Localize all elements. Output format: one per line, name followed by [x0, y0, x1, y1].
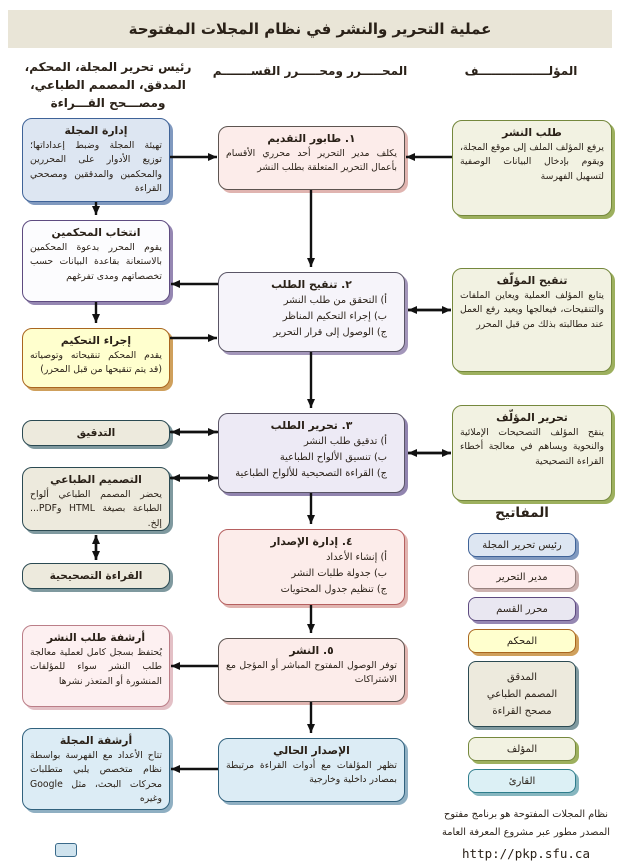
reviewer-selection-box	[22, 220, 170, 302]
box-title: ١. طابور التقديم	[267, 132, 356, 145]
legend-editor-chief	[468, 533, 576, 557]
pkp-url-link[interactable]: http://pkp.sfu.ca	[462, 846, 590, 861]
legend-author	[468, 737, 576, 761]
box-body: تظهر المؤلفات مع أدوات القراءة مرتبطة بمصادر داخلية وخارجية	[226, 760, 397, 786]
author-editing-box	[452, 405, 612, 501]
legend-label: المصمم الطباعي	[486, 688, 558, 700]
box-body: يقوم المحرر بدعوة المحكمين بالاستعانة بقاعدة البيانات حسب تخصصاتهم ومدى تفرغهم	[30, 242, 162, 282]
box-body: يحضر المصمم الطباعي ألواح الطباعة بصيغة HTML وPDF... إلخ.	[30, 489, 163, 529]
step3-item-a: أ) تدقيق طلب النشر	[303, 436, 387, 447]
legend-label: القارئ	[508, 775, 536, 787]
current-issue-box	[218, 738, 405, 802]
legend-label: مدير التحرير	[496, 571, 548, 583]
footer	[440, 806, 612, 861]
box-title: تنقيح المؤلّف	[496, 274, 568, 287]
diagram-title-bar	[8, 10, 612, 48]
footer-line1: نظام المجلات المفتوحة هو برنامج مفتوح	[444, 809, 608, 820]
box-title: أرشفة المجلة	[59, 734, 133, 747]
box-body: يتابع المؤلف العملية ويعاين الملفات والتنقيحات، فيعالجها ويعيد رفع العمل عند مطالبته بذلك من قبل المحرر	[460, 290, 604, 330]
box-body: تهيئة المجلة وضبط إعداداتها؛ توزيع الأدوار على المحررين والمحكمين والمدققين ومصححي القراءة	[30, 140, 162, 195]
legend-label: مصحح القراءة	[492, 705, 552, 717]
box-title: طلب النشر	[502, 126, 562, 139]
box-body: تتاح الأعداد مع الفهرسة بواسطة نظام متخصص يلبي متطلبات محركات البحث، مثل Google وغيره	[30, 750, 162, 805]
step2-item-c: ج) الوصول إلى قرار التحرير	[273, 326, 387, 338]
box-body: يكلف مدير التحرير أحد محرري الأقسام بأعمال التحرير المتعلقة بطلب النشر	[226, 148, 397, 174]
box-label: القراءة التصحيحية	[49, 570, 143, 582]
box-body: توفر الوصول المفتوح المباشر أو المؤجل مع الاشتراكات	[226, 660, 397, 686]
checking-box	[22, 420, 170, 446]
step3-item-b: ب) تنسيق الألواح الطباعية	[279, 451, 387, 463]
archive-submission-box	[22, 625, 170, 707]
legend-section-editor	[468, 597, 576, 621]
footer-line2: المصدر مطور عبر مشروع المعرفة العامة	[442, 827, 610, 839]
legend-label: المدقق	[507, 671, 537, 683]
box-title: التصميم الطباعي	[50, 473, 142, 486]
step2-submission-review-box	[218, 272, 405, 352]
step4-issue-management-box	[218, 529, 405, 605]
corner-logo	[55, 843, 77, 857]
box-title: ٣. تحرير الطلب	[270, 419, 353, 432]
legend-label: رئيس تحرير المجلة	[482, 539, 562, 551]
box-title: إدارة المجلة	[64, 124, 128, 137]
box-title: ٥. النشر	[289, 644, 334, 657]
step2-item-b: ب) إجراء التحكيم المناظر	[282, 310, 387, 322]
box-title: إجراء التحكيم	[60, 334, 132, 347]
box-label: التدقيق	[76, 427, 116, 439]
step4-item-b: ب) جدولة طلبات النشر	[291, 567, 387, 579]
archive-journal-box	[22, 728, 170, 810]
legend-label: محرر القسم	[496, 603, 548, 615]
legend-proof-team	[468, 661, 576, 727]
box-body: يقدم المحكم تنقيحاته وتوصياته (قد يتم تنقيحها من قبل المحرر)	[30, 350, 162, 376]
step1-submission-queue-box	[218, 126, 405, 190]
legend-label: المحكم	[506, 635, 538, 647]
proofreading-box	[22, 563, 170, 589]
typesetting-box	[22, 467, 170, 531]
author-revision-box	[452, 268, 612, 372]
step2-item-a: أ) التحقق من طلب النشر	[283, 295, 387, 306]
step5-publishing-box	[218, 638, 405, 702]
box-body: يُحتفظ بسجل كامل لعملية معالجة طلب النشر سواء للمؤلفات المنشورة أو المتعذر نشرها	[30, 647, 162, 687]
box-title: تحرير المؤلّف	[496, 411, 568, 424]
step3-submission-editing-box	[218, 413, 405, 493]
column-header-author: المؤلـــــــــــــــــف	[464, 64, 578, 78]
box-title: انتخاب المحكمين	[51, 226, 141, 239]
submission-request-box	[452, 120, 612, 216]
box-body: يرفع المؤلف الملف إلى موقع المجلة، ويقوم بإدخال البيانات الوصفية لتسهيل الفهرسة	[460, 142, 604, 182]
legend-managing-editor	[468, 565, 576, 589]
legend-reader	[468, 769, 576, 793]
box-title: ٤. إدارة الإصدار	[270, 535, 353, 548]
conduct-review-box	[22, 328, 170, 388]
column-header-staff: رئيس تحرير المجلة، المحكم، المدقق، المصمم الطباعي، ومصـــحح القـــراءة	[24, 60, 192, 110]
step3-item-c: ج) القراءة التصحيحية للألواح الطباعية	[235, 467, 387, 479]
box-body: ينقح المؤلف التصحيحات الإملائية والنحوية ويساهم في معالجة أخطاء القراءة التصحيحية	[460, 427, 604, 467]
diagram-title: عملية التحرير والنشر في نظام المجلات المفتوحة	[128, 20, 492, 38]
legend-title: المفاتيح	[495, 505, 549, 521]
step4-item-c: ج) تنظيم جدول المحتويات	[280, 583, 387, 595]
legend-label: المؤلف	[506, 743, 538, 755]
box-title: أرشفة طلب النشر	[46, 631, 146, 644]
box-title: الإصدار الحالي	[273, 744, 350, 757]
box-title: ٢. تنقيح الطلب	[271, 278, 352, 291]
step4-item-a: أ) إنشاء الأعداد	[326, 552, 387, 563]
journal-management-box	[22, 118, 170, 202]
column-header-editor: المحـــــرر ومحـــــرر القســـــــم	[212, 64, 408, 78]
legend-reviewer	[468, 629, 576, 653]
